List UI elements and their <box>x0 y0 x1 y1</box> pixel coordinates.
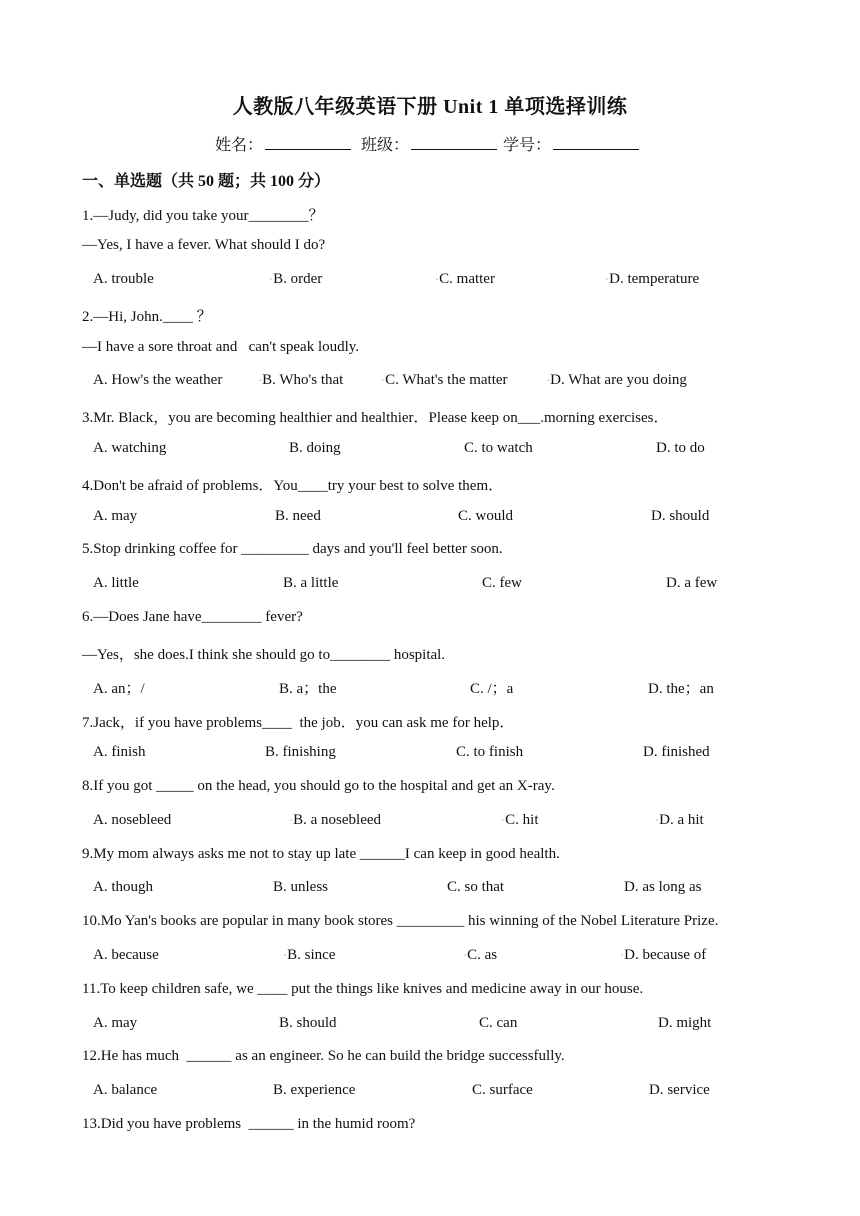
option-marker-icon: ▫ <box>502 817 505 824</box>
option-marker-icon: ▫ <box>606 276 609 283</box>
question-4-option-c: C. would <box>458 508 514 524</box>
question-2-option-b: ▫B. Who's that <box>259 372 344 388</box>
question-2-option-c: ▫C. What's the matter <box>382 372 508 388</box>
question-9-option-d: D. as long as <box>624 879 702 895</box>
question-11-line-1: 11.To keep children safe, we ____ put the things like knives and medicine away in our house. <box>82 981 644 997</box>
question-2-option-d: ▫D. What are you doing <box>547 372 687 388</box>
question-7-option-a: A. finish <box>93 744 146 760</box>
question-9-option-c: C. so that <box>447 879 505 895</box>
class-label: 班级： <box>360 137 409 154</box>
document-title: 人教版八年级英语下册 Unit 1 单项选择训练 <box>232 96 628 118</box>
question-6-option-c: C. /；a <box>470 681 514 697</box>
id-blank <box>553 135 639 150</box>
question-5-option-b: B. a little <box>283 575 339 591</box>
question-10-option-a: A. because <box>93 947 159 963</box>
name-label: 姓名： <box>214 137 263 154</box>
question-2-line-2: —I have a sore throat and can't speak loudly. <box>82 339 360 355</box>
question-6-option-b: B. a；the <box>279 681 337 697</box>
question-12-option-c: C. surface <box>472 1082 533 1098</box>
question-8-option-d: ▫D. a hit <box>656 812 704 828</box>
question-9-line-1: 9.My mom always asks me not to stay up late ______I can keep in good health. <box>82 846 560 862</box>
option-marker-icon: ▫ <box>382 377 385 384</box>
question-1-line-1: 1.—Judy, did you take your________？ <box>82 208 324 224</box>
question-4-option-d: D. should <box>651 508 710 524</box>
question-1-option-d: ▫D. temperature <box>606 271 700 287</box>
question-3-option-b: B. doing <box>289 440 341 456</box>
section-heading: 一、单选题（共 50 题；共 100 分） <box>82 173 331 190</box>
question-5-option-d: D. a few <box>666 575 718 591</box>
question-3-option-a: A. watching <box>93 440 167 456</box>
question-8-option-a: A. nosebleed <box>93 812 172 828</box>
option-marker-icon: ▫ <box>270 276 273 283</box>
question-11-option-b: B. should <box>279 1015 337 1031</box>
option-marker-icon: ▫ <box>290 817 293 824</box>
question-7-line-1: 7.Jack，if you have problems____ the job．you can ask me for help． <box>82 715 515 731</box>
question-11-option-d: D. might <box>658 1015 712 1031</box>
question-10-option-b: ▫B. since <box>284 947 336 963</box>
question-10-option-d: ▫D. because of <box>621 947 707 963</box>
question-12-option-d: D. service <box>649 1082 710 1098</box>
question-7-option-d: D. finished <box>643 744 710 760</box>
student-info <box>0 132 860 155</box>
question-4-option-a: A. may <box>93 508 138 524</box>
question-2-option-a: A. How's the weather <box>93 372 223 388</box>
question-3-line-1: 3.Mr. Black，you are becoming healthier and healthier．Please keep on___.morning exercises． <box>82 410 669 426</box>
question-6-line-2: —Yes，she does.I think she should go to________ hospital. <box>82 647 446 663</box>
question-3-option-c: C. to watch <box>464 440 533 456</box>
question-11-option-c: C. can <box>479 1015 518 1031</box>
question-1-option-a: A. trouble <box>93 271 154 287</box>
question-13-line-1: 13.Did you have problems ______ in the humid room? <box>82 1116 416 1132</box>
option-marker-icon: ▫ <box>436 276 439 283</box>
question-11-option-a: A. may <box>93 1015 138 1031</box>
question-7-option-b: B. finishing <box>265 744 336 760</box>
question-6-option-a: A. an；/ <box>93 681 145 697</box>
question-5-option-c: C. few <box>482 575 522 591</box>
question-1-option-b: ▫B. order <box>270 271 323 287</box>
question-9-option-a: A. though <box>93 879 153 895</box>
question-12-option-a: A. balance <box>93 1082 158 1098</box>
question-6-option-d: D. the；an <box>648 681 714 697</box>
class-blank <box>411 135 497 150</box>
option-marker-icon: ▫ <box>284 952 287 959</box>
option-marker-icon: ▫ <box>656 817 659 824</box>
question-3-option-d: D. to do <box>656 440 705 456</box>
question-4-line-1: 4.Don't be afraid of problems．You____try your best to solve them． <box>82 478 504 494</box>
question-6-line-1: 6.—Does Jane have________ fever? <box>82 609 303 625</box>
question-7-option-c: C. to finish <box>456 744 524 760</box>
question-1-option-c: ▫C. matter <box>436 271 495 287</box>
option-marker-icon: ▫ <box>464 952 467 959</box>
option-marker-icon: ▫ <box>547 377 550 384</box>
question-5-line-1: 5.Stop drinking coffee for _________ days and you'll feel better soon. <box>82 541 503 557</box>
id-label: 学号： <box>503 137 552 154</box>
question-9-option-b: B. unless <box>273 879 329 895</box>
question-2-line-1: 2.—Hi, John.____ ？ <box>82 309 212 325</box>
question-4-option-b: B. need <box>275 508 321 524</box>
question-8-option-c: ▫C. hit <box>502 812 539 828</box>
question-5-option-a: A. little <box>93 575 139 591</box>
option-marker-icon: ▫ <box>621 952 624 959</box>
name-blank <box>265 135 351 150</box>
question-10-line-1: 10.Mo Yan's books are popular in many book stores _________ his winning of the Nobel Literature Prize. <box>82 913 719 929</box>
question-8-line-1: 8.If you got _____ on the head, you should go to the hospital and get an X-ray. <box>82 778 555 794</box>
option-marker-icon: ▫ <box>259 377 262 384</box>
question-12-option-b: B. experience <box>273 1082 356 1098</box>
question-8-option-b: ▫B. a nosebleed <box>290 812 382 828</box>
question-1-line-2: —Yes, I have a fever. What should I do? <box>82 237 326 253</box>
question-12-line-1: 12.He has much ______ as an engineer. So he can build the bridge successfully. <box>82 1048 565 1064</box>
question-10-option-c: ▫C. as <box>464 947 498 963</box>
